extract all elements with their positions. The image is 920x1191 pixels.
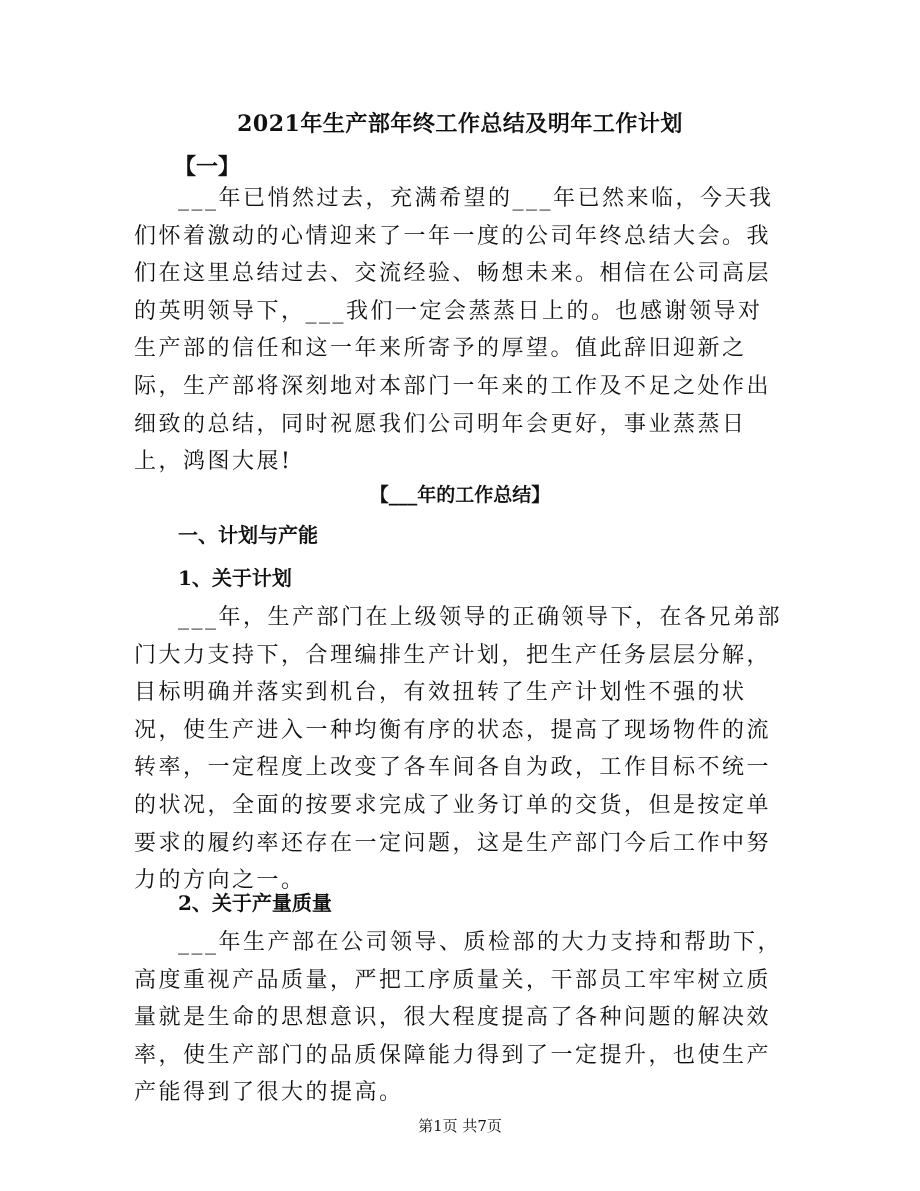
quality-paragraph-text: ___年生产部在公司领导、质检部的大力支持和帮助下，高度重视产品质量，严把工序质量关，干部员工牢牢树立质量就是生命的思想意识，很大程度提高了各种问题的解决效率，使生产部门的品质保障能力得到了一定提升，也使生产产能得到了很大的提高。 — [134, 930, 783, 1106]
subheading-plan: 1、关于计划 — [178, 566, 292, 590]
plan-paragraph-text: ___年，生产部门在上级领导的正确领导下，在各兄弟部门大力支持下，合理编排生产计划，把生产任务层层分解，目标明确并落实到机台，有效扭转了生产计划性不强的状况，使生产进入一种均衡有序的状态，提高了现场物件的流转率，一定程度上改变了各车间各自为政，工作目标不统一的状况，全面的按要求完成了业务订单的交货，但是按定单要求的履约率还存在一定问题，这是生产部门今后工作中努力的方向之一。 — [134, 605, 783, 894]
heading-plan-capacity: 一、计划与产能 — [178, 523, 318, 547]
document-title: 2021年生产部年终工作总结及明年工作计划 — [237, 111, 683, 137]
page-footer: 第1页 共7页 — [418, 1117, 502, 1135]
quality-paragraph — [134, 924, 786, 1112]
intro-paragraph — [134, 180, 786, 481]
summary-heading: 【___年的工作总结】 — [369, 484, 551, 506]
intro-paragraph-text: ___年已悄然过去，充满希望的___年已然来临，今天我们怀着激动的心情迎来了一年一度的公司年终总结大会。我们在这里总结过去、交流经验、畅想未来。相信在公司高层的英明领导下，___我们一定会蒸蒸日上的。也感谢领导对生产部的信任和这一年来所寄予的厚望。值此辞旧迎新之际，生产部将深刻地对本部门一年来的工作及不足之处作出细致的总结，同时祝愿我们公司明年会更好，事业蒸蒸日上，鸿图大展! — [134, 186, 774, 475]
section-marker: 【一】 — [174, 154, 241, 180]
subheading-quality: 2、关于产量质量 — [178, 891, 332, 915]
plan-paragraph — [134, 599, 786, 900]
